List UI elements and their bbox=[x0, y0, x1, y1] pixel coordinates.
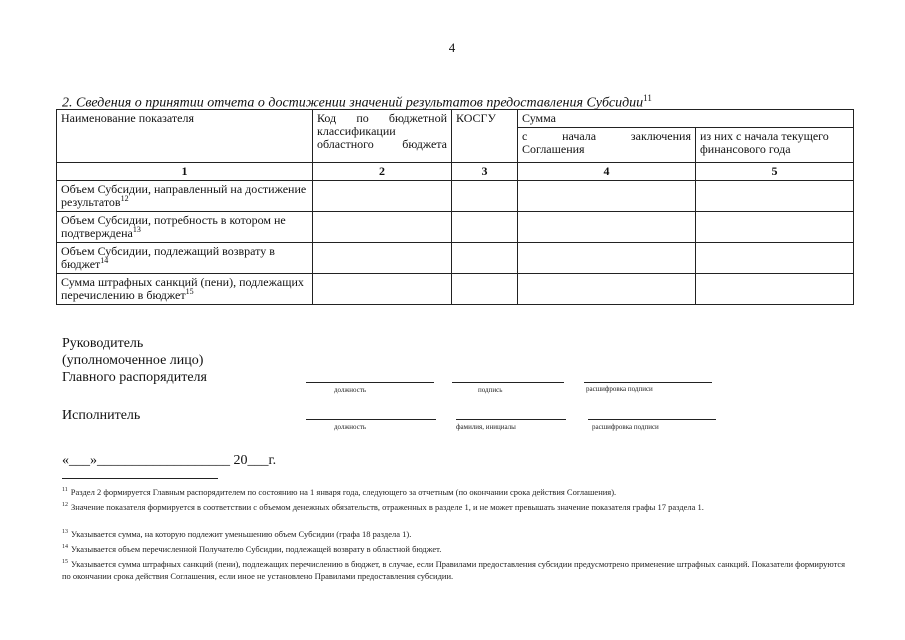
executor-decoding-line[interactable] bbox=[588, 419, 716, 420]
column-number: 2 bbox=[313, 163, 452, 181]
header-sum-from-year: из них с начала текущего финансового года bbox=[696, 128, 854, 163]
head-caption-decoding: расшифровка подписи bbox=[586, 385, 653, 393]
cell-sum-agreement bbox=[518, 274, 696, 305]
row-label-text: Объем Субсидии, подлежащий возврату в бюджет bbox=[61, 244, 275, 271]
column-number-row bbox=[57, 163, 854, 181]
executor-caption-position: должность bbox=[334, 423, 367, 431]
cell-budget-code bbox=[313, 212, 452, 243]
table-row bbox=[57, 274, 854, 305]
cell-kosgu bbox=[452, 181, 518, 212]
footnote-number: 12 bbox=[62, 502, 68, 508]
footnote-13 bbox=[62, 526, 852, 540]
row-footnote-ref: 13 bbox=[132, 225, 141, 234]
cell-kosgu bbox=[452, 212, 518, 243]
cell-sum-agreement bbox=[518, 243, 696, 274]
footnote-number: 13 bbox=[62, 529, 68, 535]
date-line[interactable]: «___»___________________ 20___г. bbox=[62, 453, 277, 468]
row-label bbox=[57, 243, 313, 274]
header-sum-from-agreement: с начала заключения Соглашения bbox=[518, 128, 696, 163]
footnote-15 bbox=[62, 556, 852, 582]
row-footnote-ref: 15 bbox=[185, 287, 194, 296]
column-number: 5 bbox=[696, 163, 854, 181]
executor-position-line[interactable] bbox=[306, 419, 436, 420]
footnote-divider bbox=[62, 478, 218, 479]
row-footnote-ref: 12 bbox=[120, 194, 129, 203]
cell-budget-code bbox=[313, 181, 452, 212]
cell-sum-agreement bbox=[518, 212, 696, 243]
footnote-text: Раздел 2 формируется Главным распорядителем по состоянию на 1 января года, следующего за отчетным (по окончании срока действия Соглашения). bbox=[70, 486, 617, 497]
row-label bbox=[57, 274, 313, 305]
report-table bbox=[56, 109, 854, 305]
cell-sum-year bbox=[696, 181, 854, 212]
head-title-line: (уполномоченное лицо) bbox=[62, 353, 204, 368]
column-number: 1 bbox=[57, 163, 313, 181]
head-position-line[interactable] bbox=[306, 382, 434, 383]
head-title-line: Главного распорядителя bbox=[62, 370, 207, 385]
section-title-footnote-ref: 11 bbox=[643, 93, 652, 103]
table-row bbox=[57, 243, 854, 274]
head-caption-position: должность bbox=[334, 386, 367, 394]
column-number: 4 bbox=[518, 163, 696, 181]
header-indicator-name: Наименование показателя bbox=[57, 110, 313, 163]
cell-sum-agreement bbox=[518, 181, 696, 212]
table-row bbox=[57, 181, 854, 212]
footnote-text: Значение показателя формируется в соответствии с объемом денежных обязательств, отраженных в разделе 1, и не может превышать значение показателя графы 17 раздела 1. bbox=[71, 501, 704, 512]
header-kosgu: КОСГУ bbox=[452, 110, 518, 163]
footnote-text: Указывается объем перечисленной Получателю Субсидии, подлежащей возврату в областной бюджет. bbox=[71, 543, 442, 554]
footnote-text: Указывается сумма штрафных санкций (пени), подлежащих перечислению в бюджет, в случае, если Правилами предоставления субсидии предусмотрено применение штрафных санкций. Показатели формируются по окончании срока действия Соглашения, если иное не установлено Правилами предоставления субсидии. bbox=[62, 558, 846, 581]
head-title-line: Руководитель bbox=[62, 336, 144, 351]
footnote-number: 11 bbox=[62, 487, 68, 493]
footnote-12 bbox=[62, 499, 852, 513]
row-label-text: Объем Субсидии, потребность в котором не подтверждена bbox=[61, 213, 286, 240]
table-header-row bbox=[57, 110, 854, 128]
row-label bbox=[57, 212, 313, 243]
cell-kosgu bbox=[452, 274, 518, 305]
header-sum: Сумма bbox=[518, 110, 854, 128]
cell-sum-year bbox=[696, 274, 854, 305]
row-label-text: Объем Субсидии, направленный на достижение результатов bbox=[61, 182, 307, 209]
row-label bbox=[57, 181, 313, 212]
row-footnote-ref: 14 bbox=[100, 256, 109, 265]
footnote-number: 15 bbox=[62, 559, 68, 565]
footnote-14 bbox=[62, 541, 852, 555]
page-number: 4 bbox=[448, 40, 456, 55]
cell-sum-year bbox=[696, 212, 854, 243]
row-label-text: Сумма штрафных санкций (пени), подлежащих перечислению в бюджет bbox=[61, 275, 304, 302]
cell-sum-year bbox=[696, 243, 854, 274]
table-row bbox=[57, 212, 854, 243]
footnote-number: 14 bbox=[62, 544, 68, 550]
header-budget-code: Код по бюджетной классификации областного бюджета bbox=[313, 110, 452, 163]
cell-budget-code bbox=[313, 274, 452, 305]
footnote-11 bbox=[62, 484, 852, 498]
head-caption-signature: подпись bbox=[478, 386, 503, 394]
executor-name-line[interactable] bbox=[456, 419, 566, 420]
head-signature-label bbox=[62, 335, 207, 386]
section-title-text: 2. Сведения о принятии отчета о достижении значений результатов предоставления Субсидии bbox=[62, 95, 644, 111]
executor-caption-decoding: расшифровка подписи bbox=[592, 423, 659, 431]
executor-caption-name: фамилия, инициалы bbox=[456, 423, 516, 431]
footnote-text: Указывается сумма, на которую подлежит уменьшению объем Субсидии (графа 18 раздела 1). bbox=[71, 528, 412, 539]
head-signature-line[interactable] bbox=[452, 382, 564, 383]
cell-budget-code bbox=[313, 243, 452, 274]
head-decoding-line[interactable] bbox=[584, 382, 712, 383]
cell-kosgu bbox=[452, 243, 518, 274]
executor-label: Исполнитель bbox=[62, 408, 141, 423]
column-number: 3 bbox=[452, 163, 518, 181]
